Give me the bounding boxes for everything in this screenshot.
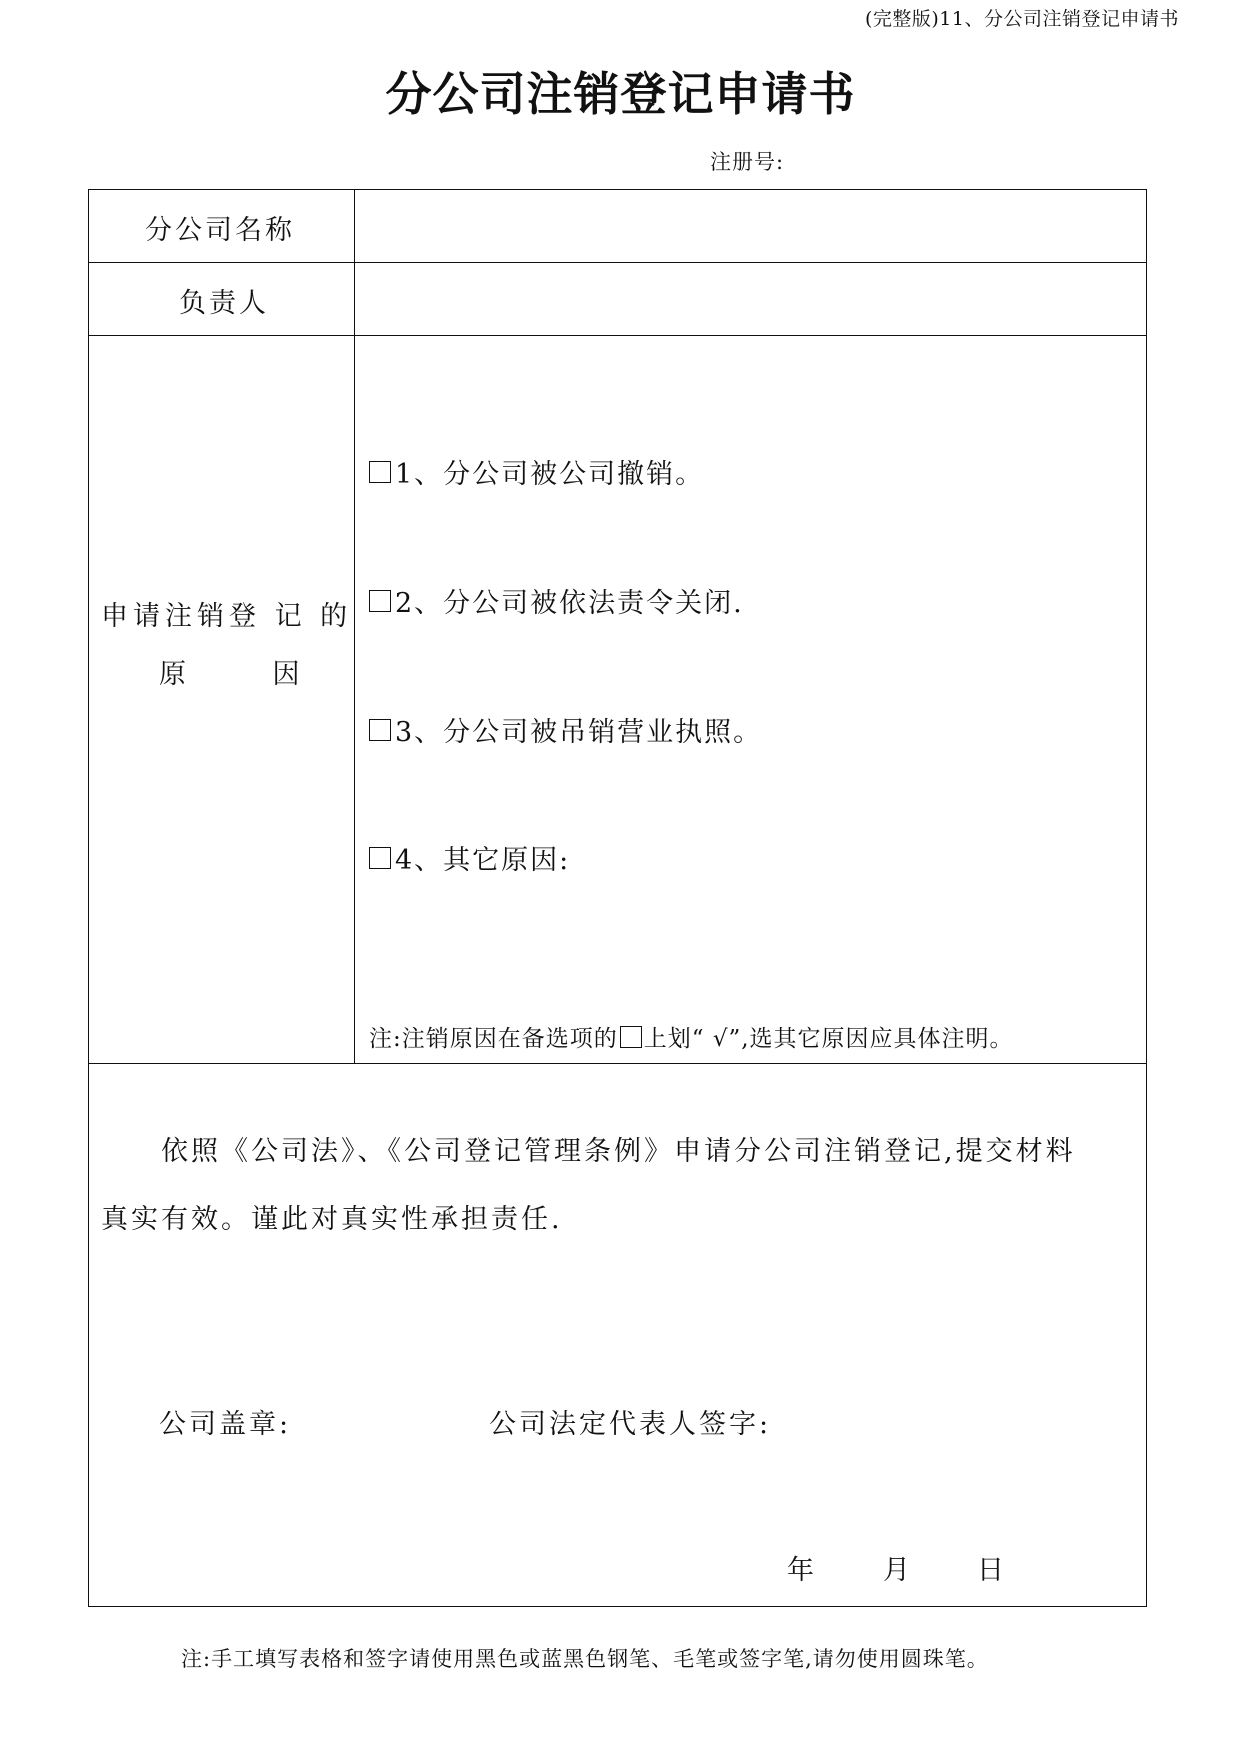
checkbox-sample-icon [620,1026,642,1048]
reason-note-after: 上划“ √”,选其它原因应具体注明。 [643,1026,1014,1052]
company-seal-label: 公司盖章: [159,1409,292,1440]
date-day: 日 [977,1555,1004,1586]
reason-option-label: 2、分公司被依法责令关闭. [395,588,744,619]
branch-name-label: 分公司名称 [145,215,295,246]
column-divider [354,190,355,1063]
row-divider [89,262,1146,263]
date-year: 年 [787,1555,814,1586]
responsible-person-field[interactable] [357,265,1142,333]
reason-option-label: 3、分公司被吊销营业执照。 [395,717,763,748]
row-divider [89,335,1146,336]
checkbox-4[interactable] [369,847,391,869]
row-divider [89,1063,1146,1064]
reason-option-4[interactable] [369,838,570,877]
responsible-person-label: 负责人 [179,288,269,319]
page-title: 分公司注销登记申请书 [385,67,856,121]
reason-option-label: 4、其它原因: [395,845,571,876]
checkbox-3[interactable] [369,719,391,741]
date-month: 月 [883,1555,910,1586]
reason-option-3[interactable] [369,710,762,749]
declaration-line-2: 真实有效。谨此对真实性承担责任. [101,1204,563,1235]
footer-note: 注:手工填写表格和签字请使用黑色或蓝黑色钢笔、毛笔或签字笔,请勿使用圆珠笔。 [181,1647,989,1671]
reason-note-before: 注:注销原因在备选项的 [369,1026,618,1052]
registration-number-label: 注册号: [710,150,785,174]
legal-representative-signature-label: 公司法定代表人签字: [489,1409,772,1440]
application-form [88,189,1147,1607]
branch-name-field[interactable] [357,192,1142,260]
checkbox-2[interactable] [369,590,391,612]
reason-label-line1: 申请注销登 记 的 [101,601,353,632]
reason-option-label: 1、分公司被公司撤销。 [395,459,705,490]
running-header: (完整版)11、分公司注销登记申请书 [864,8,1179,30]
declaration-line-1: 依照《公司法》、《公司登记管理条例》申请分公司注销登记,提交材料 [161,1136,1076,1167]
reason-option-1[interactable] [369,452,704,491]
checkbox-1[interactable] [369,461,391,483]
declaration-text [101,1118,1135,1254]
reason-note [369,1020,1014,1053]
reason-option-2[interactable] [369,581,744,620]
reason-label-line2: 原 因 [159,659,305,690]
